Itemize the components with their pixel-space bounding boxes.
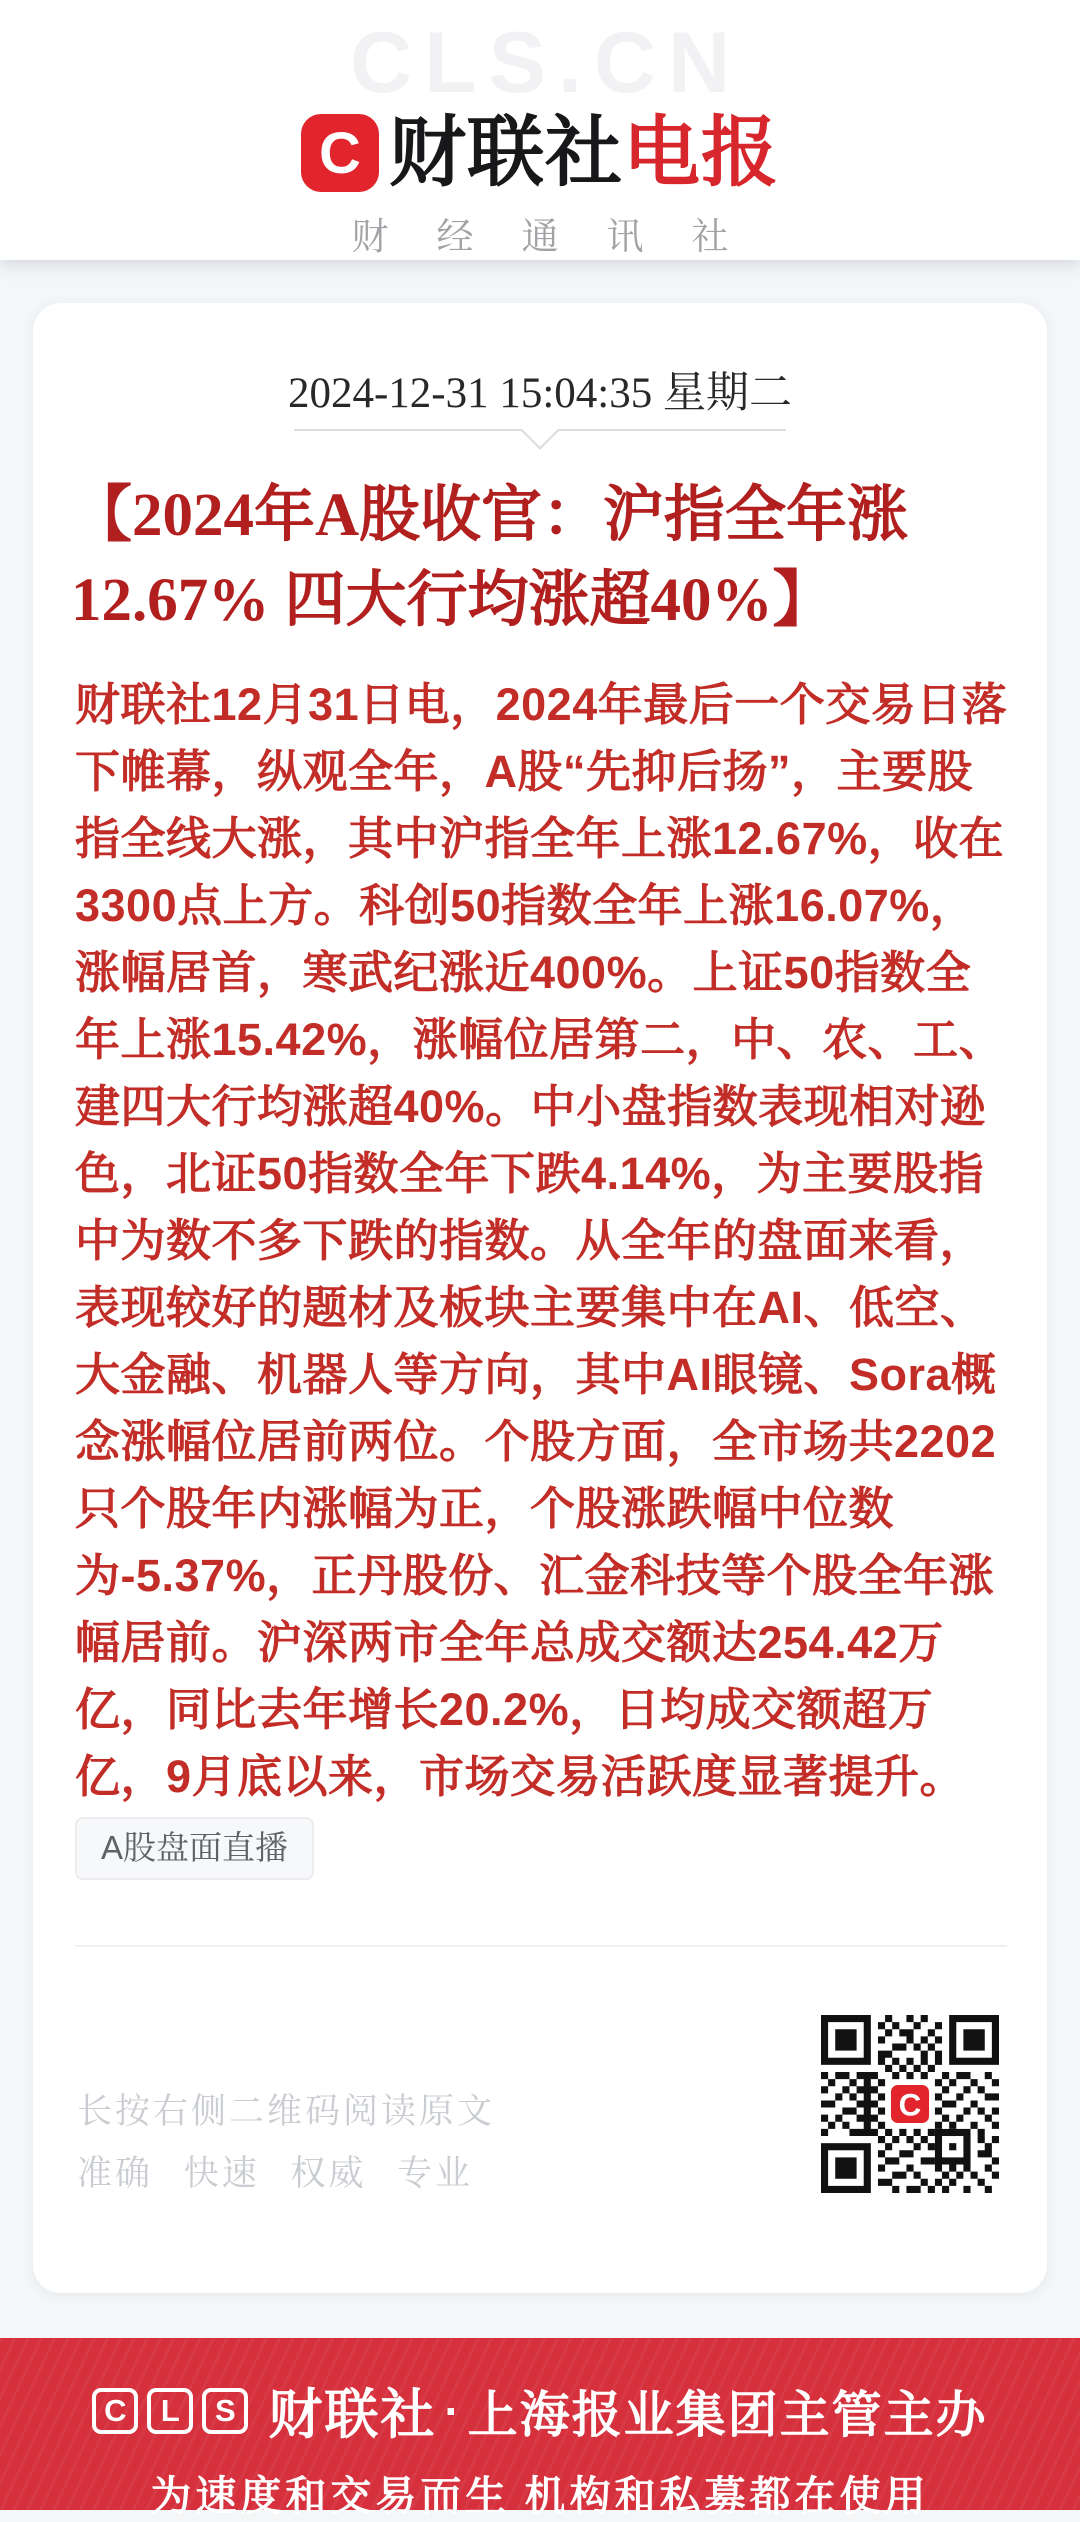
- qr-logo-letter: C: [898, 2087, 922, 2123]
- brand-subtitle: 财经通讯社: [351, 216, 777, 257]
- article-datetime: 2024-12-31 15:04:35 星期二: [287, 370, 793, 417]
- qr-code[interactable]: [821, 2015, 999, 2193]
- banner-brand-row: [0, 2338, 1080, 2449]
- footer-note: [77, 2081, 495, 2205]
- banner-brand-name: 财联社: [268, 2385, 437, 2445]
- cls-letter-boxes-logo: [92, 2388, 248, 2434]
- banner-organizer: 上海报业集团主管主办: [467, 2386, 988, 2443]
- banner-separator-dot: ·: [444, 2384, 460, 2437]
- topic-tag-a-share-live[interactable]: A股盘面直播: [75, 1817, 314, 1880]
- brand-title-black: 财联社: [389, 109, 623, 196]
- banner-slogan: 为速度和交易而生 机构和私募都在使用: [150, 2473, 930, 2519]
- cls-box-l: L: [147, 2388, 193, 2434]
- telegraph-card: [33, 303, 1047, 2293]
- article-body: 财联社12月31日电，2024年最后一个交易日落下帷幕，纵观全年，A股“先抑后扬”，主要股指全线大涨，其中沪指全年上涨12.67%，收在3300点上方。科创50指数全年上涨16.07%，涨幅居首，寒武纪涨近400%。上证50指数全年上涨15.42%，涨幅位居第二，中、农、工、建四大行均涨超40%。中小盘指数表现相对逊色，北证50指数全年下跌4.14%，为主要股指中为数不多下跌的指数。从全年的盘面来看，表现较好的题材及板块主要集中在AI、低空、大金融、机器人等方向，其中AI眼镜、Sora概念涨幅位居前两位。个股方面，全市场共2202只个股年内涨幅为正，个股涨跌幅中位数为-5.37%，正丹股份、汇金科技等个股全年涨幅居前。沪深两市全年总成交额达254.42万亿，同比去年增长20.2%，日均成交额超万亿，9月底以来，市场交易活跃度显著提升。: [75, 679, 1008, 1802]
- brand-title: [389, 109, 779, 196]
- bottom-brand-banner: [0, 2338, 1080, 2519]
- footer-note-line1: 长按右侧二维码阅读原文: [77, 2092, 496, 2131]
- footer-note-line2: 准确 快速 权威 专业: [77, 2154, 474, 2193]
- cls-box-c: C: [92, 2388, 138, 2434]
- cls-watermark: CLS.CN: [349, 15, 743, 111]
- footer-divider: [75, 1945, 1007, 1947]
- brand-title-red: 电报: [623, 109, 779, 196]
- cls-qr-logo: [889, 2083, 930, 2124]
- article-headline: 【2024年A股收官：沪指全年涨12.67% 四大行均涨超40%】: [71, 482, 909, 634]
- cls-box-s: S: [202, 2388, 248, 2434]
- cls-c-logo-icon: C: [301, 114, 379, 192]
- brand-logo: [0, 109, 1080, 196]
- app-header: [0, 0, 1080, 260]
- date-divider-chevron: [294, 429, 786, 431]
